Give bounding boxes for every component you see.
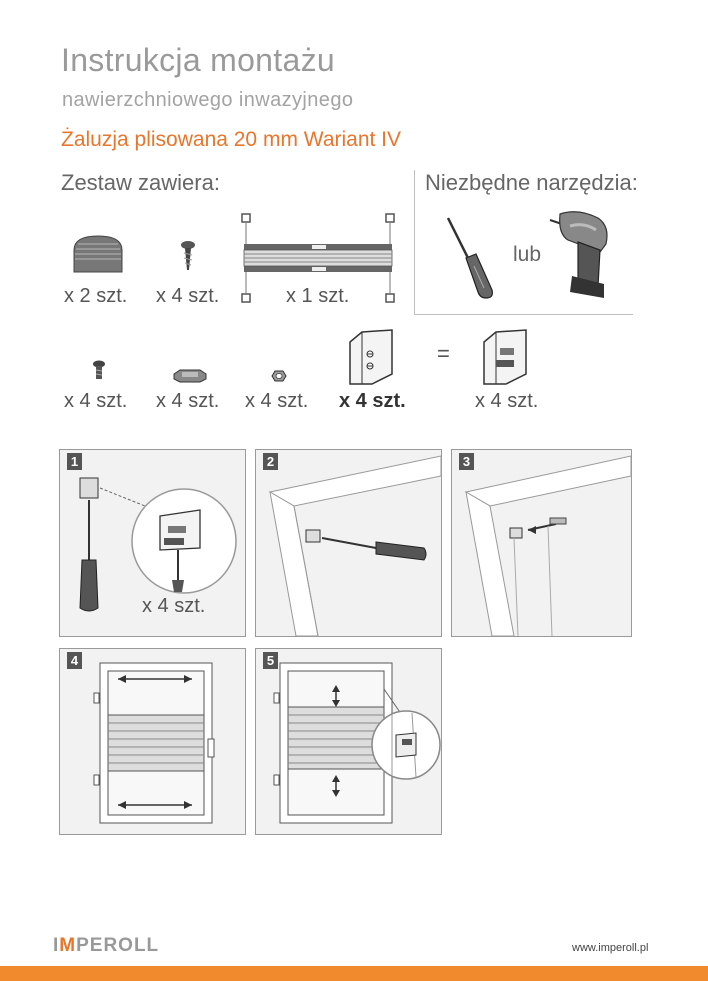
end-cap-icon xyxy=(72,234,124,274)
logo-part-2: M xyxy=(59,935,77,956)
step-3-panel xyxy=(451,449,632,637)
bracket-qty: x 4 szt. xyxy=(339,390,406,412)
step-3-illustration xyxy=(452,450,631,636)
blind-qty: x 1 szt. xyxy=(286,285,350,307)
equals-sign: = xyxy=(437,341,450,366)
clip-icon xyxy=(172,368,208,384)
step-3-number: 3 xyxy=(459,453,474,470)
step-2-number: 2 xyxy=(263,453,278,470)
imperoll-logo xyxy=(53,935,159,957)
logo-part-1: I xyxy=(53,935,60,956)
bracket-icon xyxy=(348,328,396,386)
kit-heading: Zestaw zawiera: xyxy=(61,170,220,195)
clip-qty: x 4 szt. xyxy=(156,390,220,412)
tools-heading: Niezbędne narzędzia: xyxy=(425,170,638,195)
assembled-bracket-icon xyxy=(482,328,530,386)
step-2-illustration xyxy=(256,450,441,636)
step-5-number: 5 xyxy=(263,652,278,669)
step-1-panel xyxy=(59,449,246,637)
screwdriver-icon xyxy=(444,214,496,300)
footer-bar xyxy=(0,966,708,981)
step-5-illustration xyxy=(256,649,441,834)
step-4-illustration xyxy=(60,649,245,834)
page-title: Instrukcja montażu xyxy=(61,42,335,78)
step-1-qty: x 4 szt. xyxy=(142,595,206,617)
end-cap-qty: x 2 szt. xyxy=(64,285,128,307)
step-4-panel xyxy=(59,648,246,835)
logo-part-3: PEROLL xyxy=(76,935,160,956)
website-url: www.imperoll.pl xyxy=(572,942,649,954)
step-4-number: 4 xyxy=(67,652,82,669)
nut-icon xyxy=(270,370,288,382)
drill-icon xyxy=(548,206,612,302)
tools-or: lub xyxy=(513,243,542,266)
screw-icon xyxy=(180,240,196,272)
assembled-qty: x 4 szt. xyxy=(475,390,539,412)
step-2-panel xyxy=(255,449,442,637)
product-name: Żaluzja plisowana 20 mm Wariant IV xyxy=(61,128,402,151)
page-subtitle: nawierzchniowego inwazyjnego xyxy=(62,89,354,111)
step-1-number: 1 xyxy=(67,453,82,470)
small-screw-qty: x 4 szt. xyxy=(64,390,128,412)
small-screw-icon xyxy=(92,360,106,380)
step-5-panel xyxy=(255,648,442,835)
screw-qty: x 4 szt. xyxy=(156,285,220,307)
nut-qty: x 4 szt. xyxy=(245,390,309,412)
